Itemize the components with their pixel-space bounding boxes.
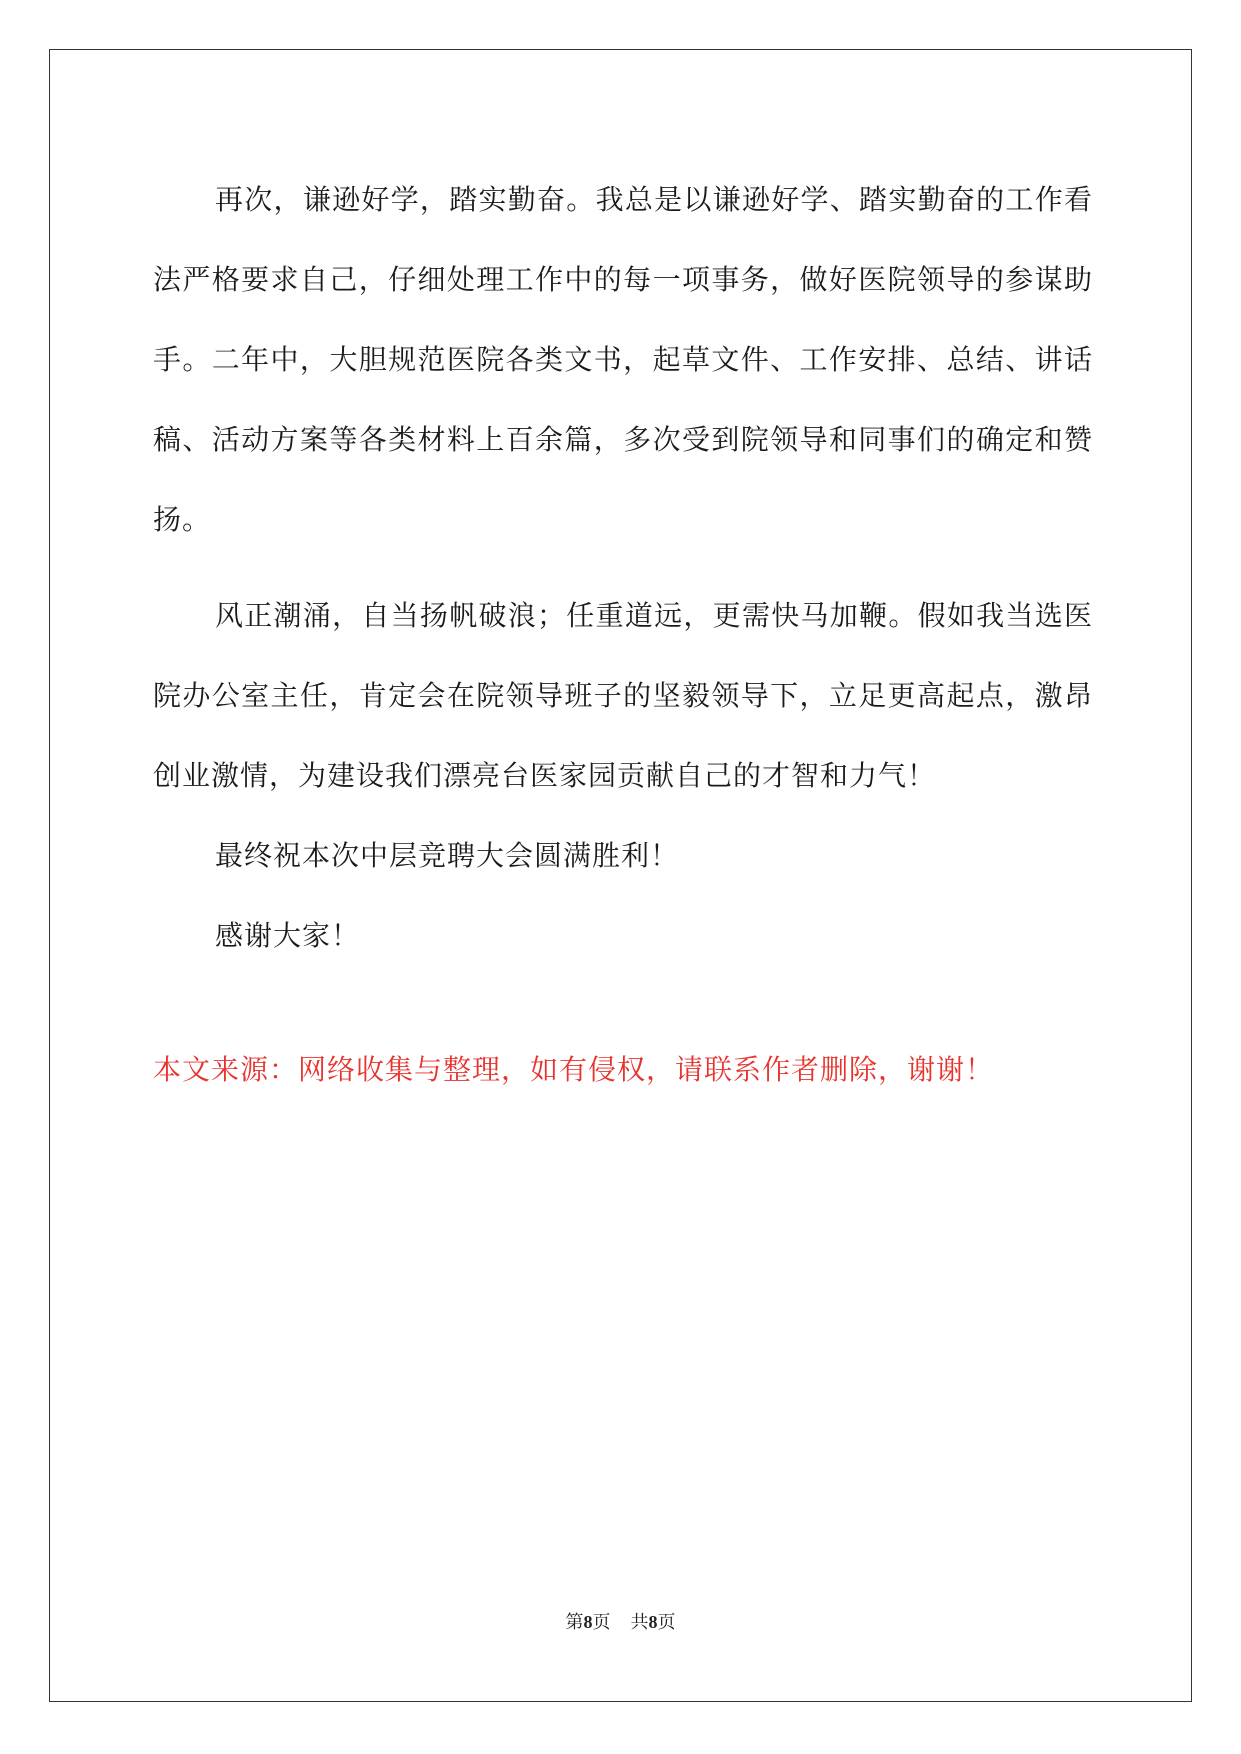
total-label-suffix: 页 [657,1612,676,1633]
total-pages-number: 8 [648,1612,658,1632]
total-label-prefix: 共 [630,1612,649,1633]
current-page-number: 8 [583,1612,593,1632]
paragraph-humble-diligent: 再次，谦逊好学，踏实勤奋。我总是以谦逊好学、踏实勤奋的工作看法严格要求自己，仔细处理工作中的每一项事务，做好医院领导的参谋助手。二年中，大胆规范医院各类文书，起草文件、工作安排、总结、讲话稿、活动方案等各类材料上百余篇，多次受到院领导和同事们的确定和赞扬。 [153,183,1093,536]
page-label-suffix: 页 [592,1612,611,1633]
source-note: 本文来源：网络收集与整理，如有侵权，请联系作者删除，谢谢！ [153,1053,995,1086]
page-footer [0,1610,1241,1635]
paragraph-thanks: 感谢大家！ [215,919,361,952]
paragraph-closing-wish: 最终祝本次中层竞聘大会圆满胜利！ [215,839,680,872]
document-body [153,160,1093,976]
page-label-prefix: 第 [565,1612,584,1633]
paragraph-campaign-pledge: 风正潮涌，自当扬帆破浪；任重道远，更需快马加鞭。假如我当选医院办公室主任，肯定会在院领导班子的坚毅领导下，立足更高起点，激昂创业激情，为建设我们漂亮台医家园贡献自己的才智和力气！ [153,599,1093,792]
